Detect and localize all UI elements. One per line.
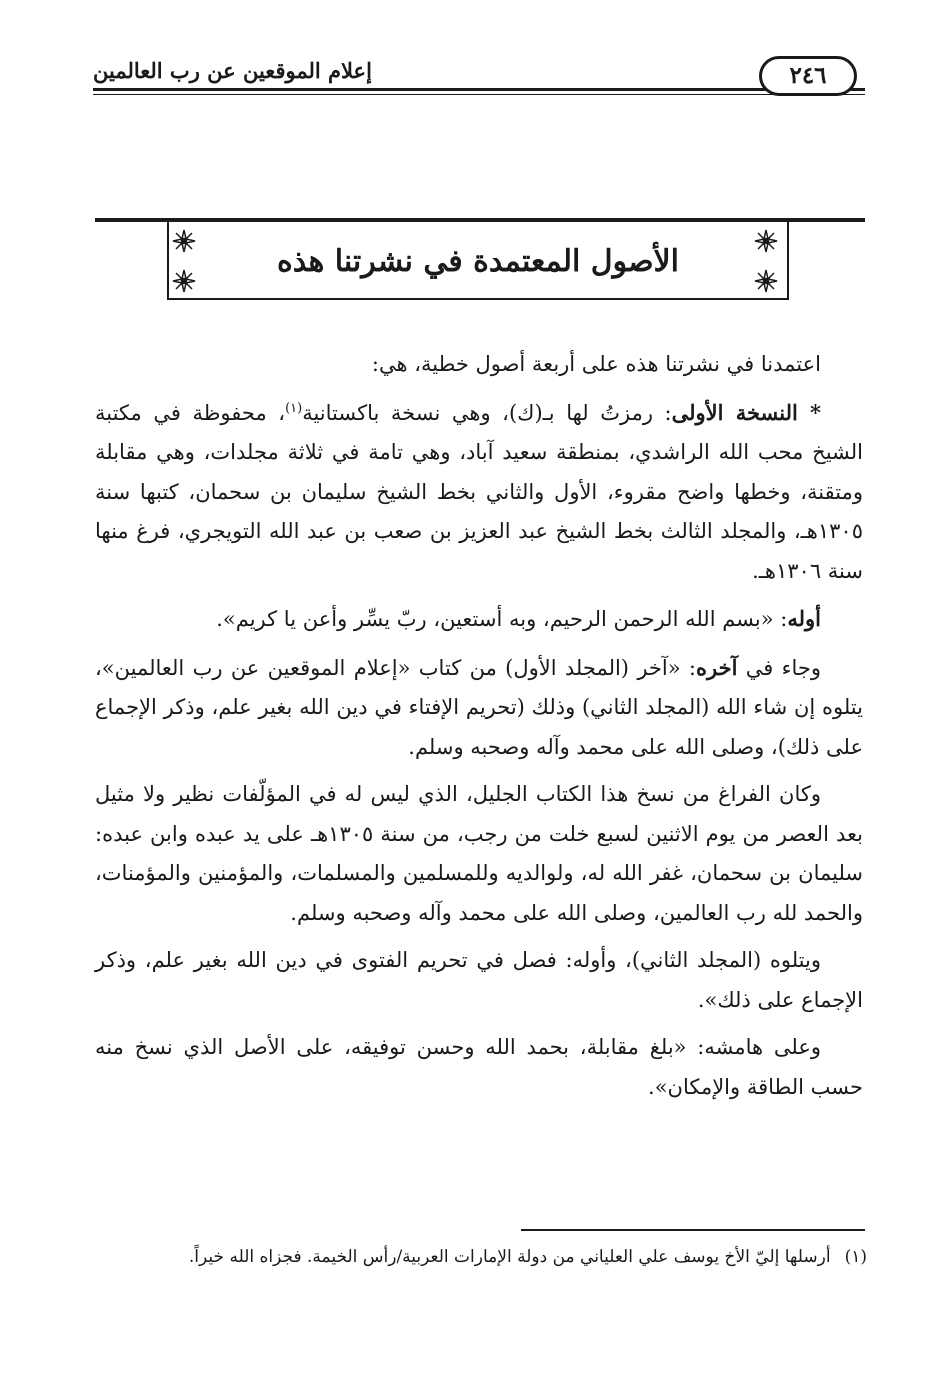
header-rule bbox=[93, 88, 865, 91]
section-banner bbox=[95, 218, 865, 306]
margin-note-text: وعلى هامشه: «بلغ مقابلة، بحمد الله وحسن توفيقه، على الأصل الذي نسخ منه حسب الطاقة والإمكان». bbox=[95, 1035, 863, 1099]
beginning-label: أوله bbox=[787, 606, 821, 631]
paragraph-intro bbox=[95, 345, 863, 385]
paragraph-second-volume bbox=[95, 941, 863, 1020]
banner-frame bbox=[167, 222, 789, 300]
ending-prefix: وجاء في bbox=[737, 655, 822, 680]
paragraph-margin-note bbox=[95, 1028, 863, 1107]
book-title: إعلام الموقعين عن رب العالمين bbox=[93, 58, 372, 83]
header-rule-thin bbox=[93, 94, 865, 95]
second-volume-text: ويتلوه (المجلد الثاني)، وأوله: فصل في تحريم الفتوى في دين الله بغير علم، وذكر الإجماع على ذلك». bbox=[95, 948, 863, 1012]
paragraph-ending bbox=[95, 648, 863, 768]
decorative-flower-icon bbox=[753, 268, 779, 294]
first-copy-heading: * النسخة الأولى bbox=[671, 399, 822, 425]
first-copy-text-b: ، محفوظة في مكتبة الشيخ محب الله الراشدي، بمنطقة سعيد آباد، وهي تامة في ثلاثة مجلدات، وهي مقابلة ومتقنة، وخطها واضح مقروء، الأول والثاني بخط الشيخ سليمان بن سحمان، كتبها سنة ١٣٠٥هـ، والمجلد الثالث بخط الشيخ عبد العزيز بن صعب بن عبد الله التويجري، فرغ منها سنة ١٣٠٦هـ. bbox=[95, 400, 863, 583]
first-copy-text-a: : رمزتُ لها بـ(ك)، وهي نسخة باكستانية bbox=[302, 400, 672, 425]
footnote-text: أرسلها إليّ الأخ يوسف علي العلياني من دولة الإمارات العربية/رأس الخيمة. فجزاه الله خيراً. bbox=[188, 1247, 831, 1267]
paragraph-first-copy bbox=[95, 393, 863, 592]
footnote-item bbox=[95, 1240, 867, 1274]
colophon-text: وكان الفراغ من نسخ هذا الكتاب الجليل، الذي ليس له في المؤلّفات نظير ولا مثيل بعد العصر من يوم الاثنين لسبع خلت من رجب، من سنة ١٣٠٥هـ على يد عبده وابن عبده: سليمان بن سحمان، غفر الله له، ولوالديه وللمسلمين والمسلمات، والمؤمنين والمؤمنات، والحمد لله رب العالمين، وصلى الله على محمد وآله وصحبه وسلم. bbox=[95, 782, 864, 925]
footnotes bbox=[95, 1240, 867, 1274]
decorative-flower-icon bbox=[171, 228, 197, 254]
intro-text: اعتمدنا في نشرتنا هذه على أربعة أصول خطية، هي: bbox=[371, 352, 821, 376]
page-number: ٢٤٦ bbox=[759, 56, 857, 96]
decorative-flower-icon bbox=[753, 228, 779, 254]
decorative-flower-icon bbox=[171, 268, 197, 294]
ending-label: آخره bbox=[696, 654, 738, 680]
paragraph-beginning bbox=[95, 599, 863, 640]
footnote-reference[interactable]: (١) bbox=[285, 400, 303, 416]
paragraph-colophon bbox=[95, 775, 863, 933]
footnote-marker: (١) bbox=[844, 1247, 867, 1267]
body-text bbox=[95, 345, 863, 1115]
beginning-text: : «بسم الله الرحمن الرحيم، وبه أستعين، ربّ يسِّر وأعن يا كريم». bbox=[216, 607, 788, 631]
ending-text: : «آخر (المجلد الأول) من كتاب «إعلام الموقعين عن رب العالمين»، يتلوه إن شاء الله (المجلد الثاني) وذلك (تحريم الإفتاء في دين الله بغير علم، وذكر الإجماع على ذلك)، وصلى الله على محمد وآله وصحبه وسلم. bbox=[95, 655, 863, 759]
footnote-separator bbox=[521, 1229, 865, 1231]
running-header bbox=[93, 56, 865, 100]
section-title: الأصول المعتمدة في نشرتنا هذه bbox=[277, 244, 679, 279]
